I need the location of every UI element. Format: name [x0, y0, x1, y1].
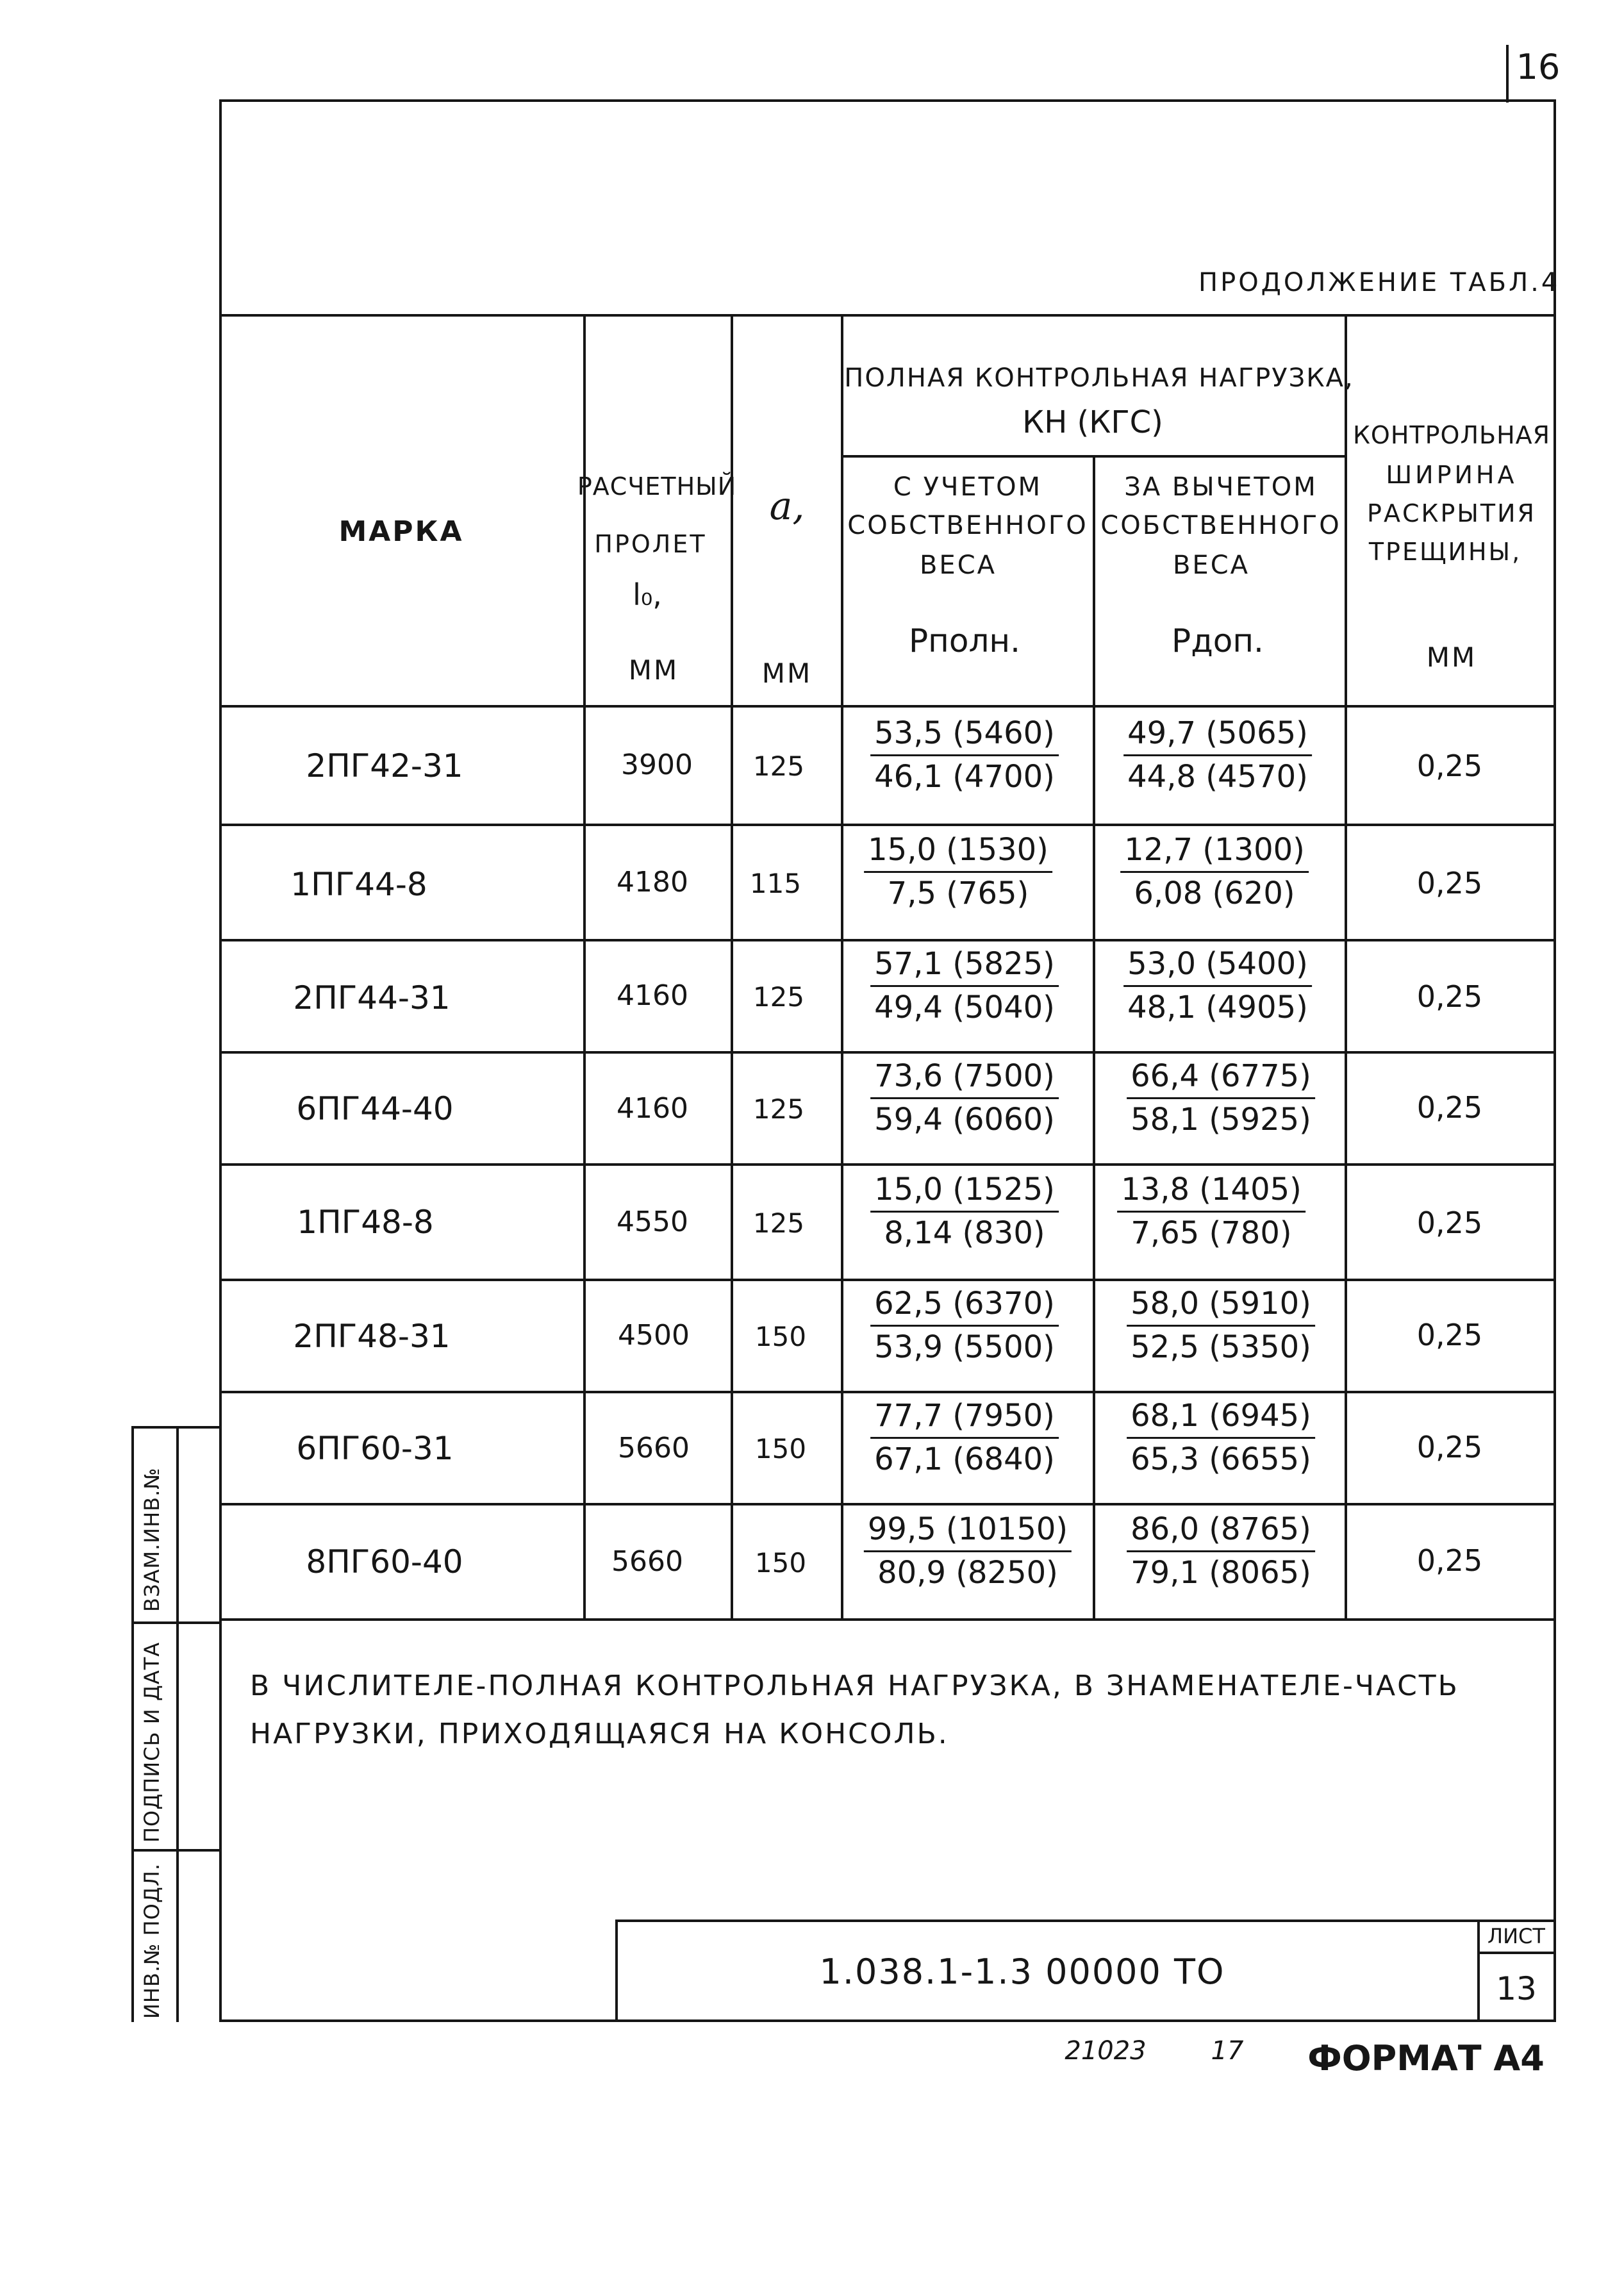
- row-span: 4500: [618, 1319, 690, 1352]
- row-a: 150: [754, 1547, 807, 1579]
- header-p-full-symbol: Pполн.: [909, 622, 1020, 659]
- row-mark: 1ПГ44-8: [290, 866, 427, 903]
- header-bottom-border: [219, 705, 1556, 708]
- inventory-number: 21023: [1065, 2036, 1147, 2066]
- header-with-weight-line2: СОБСТВЕННОГО: [847, 511, 1088, 540]
- side-label-original-inv: ИНВ.№ ПОДЛ.: [140, 1862, 164, 2019]
- row-p-add: [1127, 1513, 1315, 1590]
- row-p-full-numerator: 73,6 (7500): [870, 1059, 1059, 1099]
- row-p-add-denominator: 65,3 (6655): [1131, 1441, 1311, 1477]
- header-minus-weight-line2: СОБСТВЕННОГО: [1100, 511, 1341, 540]
- row-p-full: [870, 1059, 1059, 1137]
- row-a: 125: [752, 1093, 805, 1125]
- row-a: 115: [749, 868, 802, 899]
- row-p-add-denominator: 44,8 (4570): [1127, 758, 1308, 795]
- row-p-full-numerator: 15,0 (1530): [864, 833, 1052, 873]
- header-p-add-symbol: Pдоп.: [1172, 622, 1264, 659]
- row-p-full-denominator: 49,4 (5040): [874, 989, 1055, 1025]
- header-with-weight-line1: С УЧЕТОМ: [893, 472, 1043, 502]
- row-crack: 0,25: [1416, 1543, 1483, 1578]
- row-p-add-numerator: 53,0 (5400): [1123, 947, 1312, 987]
- table-bottom-border: [219, 1618, 1556, 1621]
- row-span: 4160: [617, 979, 688, 1012]
- row-span: 4160: [617, 1092, 688, 1125]
- row-a: 125: [752, 981, 805, 1013]
- header-minus-weight-line3: ВЕСА: [1172, 551, 1250, 580]
- row-divider: [219, 1279, 1556, 1281]
- table-continuation-label: ПРОДОЛЖЕНИЕ ТАБЛ.4: [1198, 268, 1561, 297]
- table-top-border: [219, 314, 1556, 317]
- row-p-add-denominator: 58,1 (5925): [1131, 1101, 1311, 1138]
- row-p-add-numerator: 12,7 (1300): [1120, 833, 1309, 873]
- row-p-full-denominator: 80,9 (8250): [877, 1554, 1058, 1591]
- row-p-add-numerator: 66,4 (6775): [1127, 1059, 1315, 1099]
- row-p-add-denominator: 48,1 (4905): [1127, 989, 1308, 1025]
- column-divider: [841, 314, 843, 1618]
- sheet-label: ЛИСТ: [1487, 1924, 1545, 1948]
- table-note-line1: В ЧИСЛИТЕЛЕ-ПОЛНАЯ КОНТРОЛЬНАЯ НАГРУЗКА, В ЗНАМЕНАТЕЛЕ-ЧАСТЬ: [250, 1670, 1459, 1702]
- paper-format: ФОРМАТ А4: [1307, 2038, 1545, 2078]
- row-crack: 0,25: [1416, 866, 1483, 900]
- row-p-full-denominator: 8,14 (830): [884, 1215, 1045, 1251]
- row-span: 4550: [617, 1206, 688, 1238]
- row-divider: [219, 824, 1556, 826]
- document-code: 1.038.1-1.3 00000 ТО: [819, 1952, 1225, 1992]
- header-span-unit: ММ: [628, 654, 679, 686]
- row-p-add-denominator: 79,1 (8065): [1131, 1554, 1311, 1591]
- row-p-add-denominator: 52,5 (5350): [1131, 1329, 1311, 1365]
- row-divider: [219, 1391, 1556, 1393]
- row-mark: 6ПГ44-40: [296, 1090, 454, 1127]
- row-a: 150: [754, 1321, 807, 1352]
- row-p-add: [1127, 1059, 1315, 1137]
- side-stamp-line: [131, 1426, 221, 1429]
- row-p-full-denominator: 53,9 (5500): [874, 1329, 1055, 1365]
- row-p-add: [1123, 947, 1312, 1025]
- header-crack-line2: ШИРИНА: [1386, 461, 1518, 489]
- row-p-full-denominator: 46,1 (4700): [874, 758, 1055, 795]
- header-a-unit: ММ: [761, 658, 813, 689]
- row-p-full: [870, 717, 1059, 794]
- row-p-add: [1127, 1287, 1315, 1364]
- header-crack-line3: РАСКРЫТИЯ: [1367, 499, 1536, 527]
- row-crack: 0,25: [1416, 749, 1483, 783]
- header-a-symbol: a,: [769, 484, 805, 529]
- row-mark: 2ПГ42-31: [306, 747, 463, 784]
- row-span: 5660: [618, 1432, 690, 1464]
- side-stamp-border: [176, 1426, 179, 2022]
- row-p-add: [1120, 833, 1309, 911]
- row-p-full: [864, 833, 1052, 911]
- table-note-line2: НАГРУЗКИ, ПРИХОДЯЩАЯСЯ НА КОНСОЛЬ.: [250, 1718, 949, 1750]
- page-number: 16: [1516, 47, 1561, 87]
- column-divider: [1345, 314, 1347, 1618]
- row-p-add-numerator: 58,0 (5910): [1127, 1287, 1315, 1327]
- row-p-full: [864, 1513, 1072, 1590]
- row-p-add-denominator: 7,65 (780): [1131, 1215, 1292, 1251]
- row-p-full-numerator: 15,0 (1525): [870, 1173, 1059, 1213]
- page-number-tick: [1506, 45, 1509, 103]
- side-label-replace-inv: ВЗАМ.ИНВ.№: [140, 1467, 164, 1612]
- row-p-full-numerator: 53,5 (5460): [870, 717, 1059, 756]
- row-crack: 0,25: [1416, 1318, 1483, 1352]
- row-a: 125: [752, 1207, 805, 1239]
- row-p-add: [1117, 1173, 1305, 1250]
- side-stamp-border: [131, 1426, 134, 2022]
- row-crack: 0,25: [1416, 1430, 1483, 1464]
- row-span: 3900: [621, 749, 693, 781]
- column-divider: [1093, 455, 1095, 1618]
- row-p-add-numerator: 86,0 (8765): [1127, 1513, 1315, 1552]
- side-label-signature-date: ПОДПИСЬ И ДАТА: [140, 1641, 164, 1843]
- row-p-full: [870, 1287, 1059, 1364]
- header-crack-line1: КОНТРОЛЬНАЯ: [1352, 421, 1551, 449]
- row-p-add: [1127, 1399, 1315, 1477]
- header-crack-unit: ММ: [1426, 642, 1477, 673]
- row-p-add-numerator: 49,7 (5065): [1123, 717, 1312, 756]
- header-span-symbol: l₀,: [633, 577, 662, 612]
- header-crack-line4: ТРЕЩИНЫ,: [1368, 538, 1522, 566]
- title-block-sheet-line: [1477, 1952, 1556, 1954]
- header-load-units: КН (КГС): [1022, 404, 1163, 440]
- row-p-full: [870, 1399, 1059, 1477]
- row-p-add-numerator: 13,8 (1405): [1117, 1173, 1305, 1213]
- row-p-full-numerator: 57,1 (5825): [870, 947, 1059, 987]
- row-p-full-denominator: 59,4 (6060): [874, 1101, 1055, 1138]
- row-divider: [219, 1503, 1556, 1505]
- copy-number: 17: [1211, 2036, 1244, 2066]
- row-p-full-denominator: 67,1 (6840): [874, 1441, 1055, 1477]
- row-crack: 0,25: [1416, 1090, 1483, 1125]
- header-minus-weight-line1: ЗА ВЫЧЕТОМ: [1124, 472, 1318, 502]
- header-span-line2: ПРОЛЕТ: [594, 530, 707, 558]
- row-mark: 1ПГ48-8: [297, 1204, 434, 1241]
- side-stamp-line: [131, 1849, 221, 1852]
- row-mark: 2ПГ44-31: [293, 979, 451, 1016]
- sheet-number: 13: [1496, 1970, 1537, 2007]
- row-p-add: [1123, 717, 1312, 794]
- row-crack: 0,25: [1416, 1206, 1483, 1240]
- row-divider: [219, 1163, 1556, 1166]
- title-block-top: [615, 1920, 1556, 1922]
- row-p-full: [870, 947, 1059, 1025]
- header-with-weight-line3: ВЕСА: [919, 551, 997, 580]
- row-p-full-numerator: 99,5 (10150): [864, 1513, 1072, 1552]
- header-mark: МАРКА: [338, 515, 464, 548]
- row-p-full: [870, 1173, 1059, 1250]
- row-span: 4180: [617, 866, 688, 899]
- side-stamp-line: [131, 1621, 221, 1624]
- row-span: 5660: [611, 1545, 683, 1578]
- row-a: 150: [754, 1433, 807, 1464]
- row-p-add-denominator: 6,08 (620): [1134, 875, 1295, 911]
- row-p-add-numerator: 68,1 (6945): [1127, 1399, 1315, 1439]
- row-mark: 2ПГ48-31: [293, 1318, 451, 1355]
- row-crack: 0,25: [1416, 979, 1483, 1014]
- row-mark: 8ПГ60-40: [306, 1543, 463, 1580]
- row-a: 125: [752, 750, 805, 782]
- row-p-full-denominator: 7,5 (765): [887, 875, 1029, 911]
- title-block-sheet-divider: [1477, 1920, 1480, 2022]
- row-p-full-numerator: 77,7 (7950): [870, 1399, 1059, 1439]
- row-p-full-numerator: 62,5 (6370): [870, 1287, 1059, 1327]
- row-divider: [219, 939, 1556, 941]
- header-span-line1: РАСЧЕТНЫЙ: [577, 472, 737, 501]
- title-block-left: [615, 1920, 618, 2022]
- row-divider: [219, 1051, 1556, 1054]
- row-mark: 6ПГ60-31: [296, 1430, 454, 1467]
- column-divider: [583, 314, 586, 1618]
- column-divider: [731, 314, 733, 1618]
- header-load-title: ПОЛНАЯ КОНТРОЛЬНАЯ НАГРУЗКА,: [844, 363, 1354, 393]
